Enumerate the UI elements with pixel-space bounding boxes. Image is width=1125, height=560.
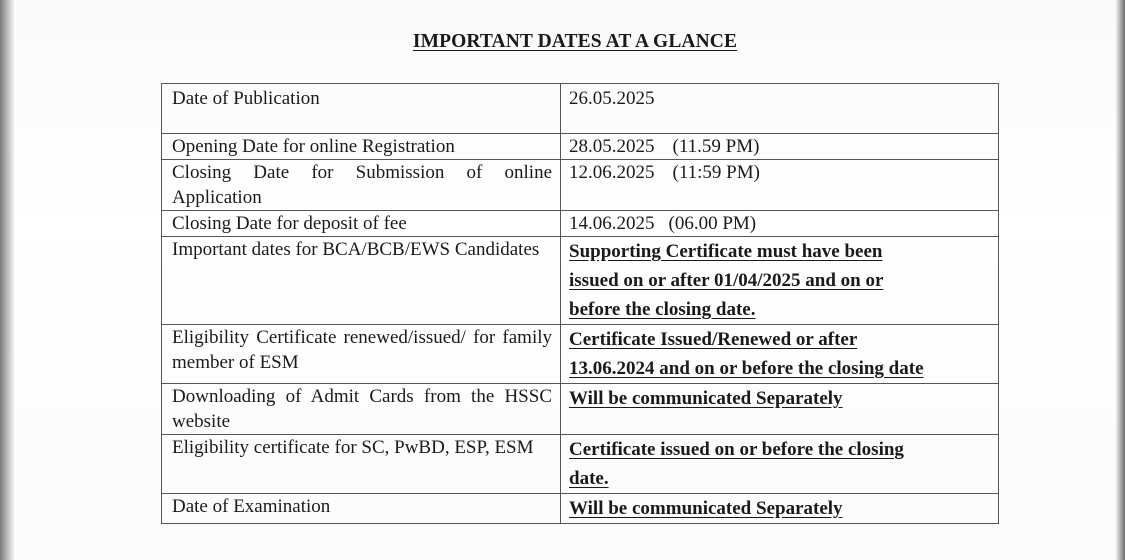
- page-title: IMPORTANT DATES AT A GLANCE: [412, 31, 738, 52]
- note-line: Certificate Issued/Renewed or after: [569, 329, 858, 350]
- row-label: Eligibility certificate for SC, PwBD, ESP, ESM: [162, 435, 561, 494]
- time-value: (06.00 PM): [668, 213, 757, 234]
- date-value: 12.06.2025: [569, 162, 655, 183]
- row-label: Date of Examination: [162, 494, 561, 524]
- note-line: Will be communicated Separately: [569, 388, 843, 409]
- row-value: [561, 134, 999, 160]
- note-line: Certificate issued on or before the closing: [569, 439, 904, 460]
- row-label: Eligibility Certificate renewed/issued/ for family member of ESM: [162, 325, 561, 384]
- note-line: date.: [569, 468, 609, 489]
- row-label: Downloading of Admit Cards from the HSSC website: [162, 384, 561, 435]
- row-label: Closing Date for deposit of fee: [162, 211, 561, 237]
- date-value: 28.05.2025: [569, 136, 655, 157]
- table-row: [162, 160, 999, 211]
- note-line: 13.06.2024 and on or before the closing date: [569, 358, 924, 379]
- row-value: [561, 160, 999, 211]
- note-line: before the closing date.: [569, 299, 756, 320]
- table-row: [162, 494, 999, 524]
- row-value: [561, 325, 999, 384]
- table-row: [162, 384, 999, 435]
- row-label: Closing Date for Submission of online Application: [162, 160, 561, 211]
- row-value: [561, 494, 999, 524]
- row-label: Important dates for BCA/BCB/EWS Candidates: [162, 237, 561, 325]
- row-value: [561, 435, 999, 494]
- table-row: [162, 134, 999, 160]
- table-row: [162, 211, 999, 237]
- table-row: [162, 84, 999, 134]
- important-dates-table: [161, 83, 999, 524]
- row-value: [561, 84, 999, 134]
- page-edge-shadow-right: [1115, 0, 1125, 560]
- row-label: Opening Date for online Registration: [162, 134, 561, 160]
- note-line: issued on or after 01/04/2025 and on or: [569, 270, 884, 291]
- date-value: 26.05.2025: [569, 88, 655, 109]
- note-line: Will be communicated Separately: [569, 498, 843, 519]
- table-row: [162, 325, 999, 384]
- row-value: [561, 211, 999, 237]
- row-label: Date of Publication: [162, 84, 561, 134]
- date-value: 14.06.2025: [569, 213, 655, 234]
- page-edge-shadow-left: [0, 0, 14, 560]
- time-value: (11:59 PM): [672, 162, 760, 183]
- row-value: [561, 384, 999, 435]
- time-value: (11.59 PM): [672, 136, 760, 157]
- table-row: [162, 237, 999, 325]
- table-row: [162, 435, 999, 494]
- note-line: Supporting Certificate must have been: [569, 241, 883, 262]
- row-value: [561, 237, 999, 325]
